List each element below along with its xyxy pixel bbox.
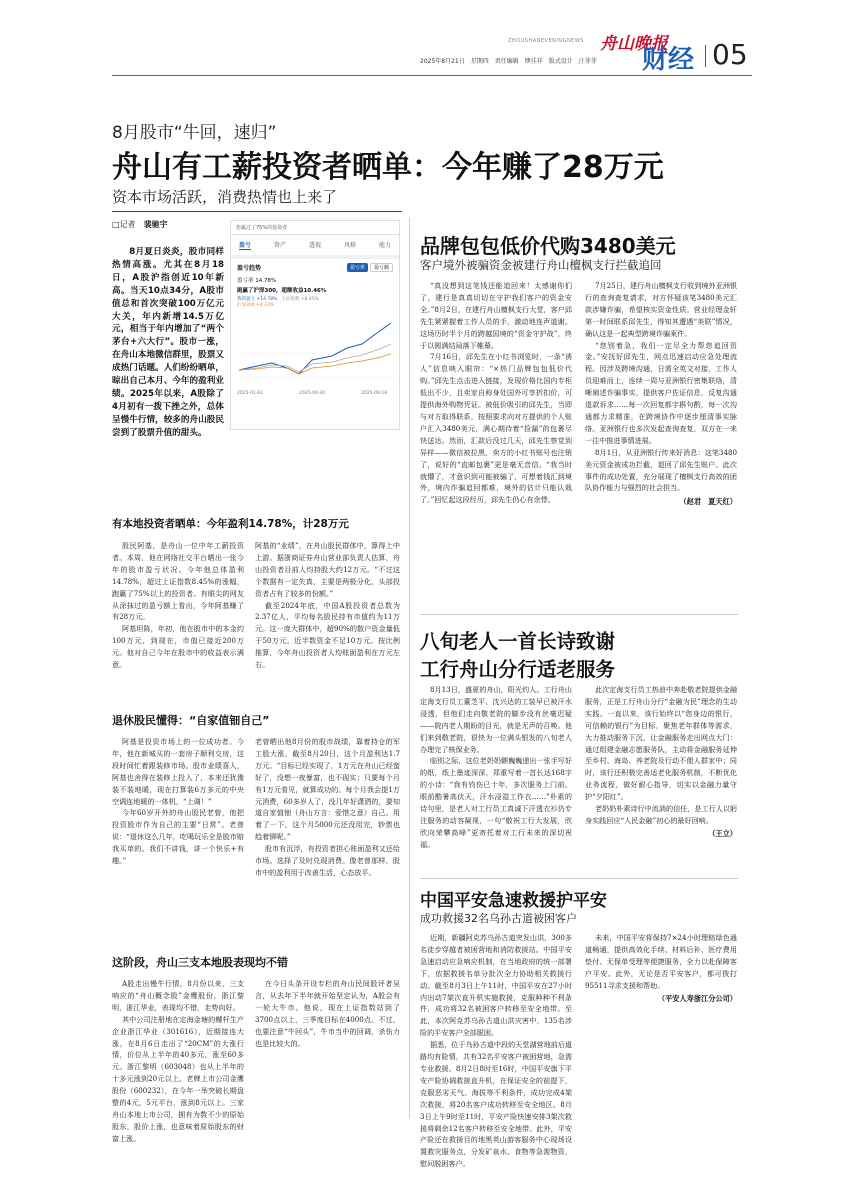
- story2-credit: （赵君 夏天红）: [679, 497, 737, 507]
- story3-paragraph: 临别之际，这位老奶奶颤巍巍递出一张手写好的纸，纸上墨迹深深，郑重写着一首长达168字的小诗：“我有钧伤已十年，多次服务上门前。眼前酷暑高伏天，汗水浸湿工作衣……”朴素的诗句里，是老人对工行员工真诚下汗透衣衫仍专注服务的动容凝视，一句“敬祝工行大发展，欣欣向荣攀高峰”更寄托着对工行未来的深切祝福。: [420, 756, 572, 849]
- profit-rate-line: 盈亏率 14.78%: [237, 278, 277, 284]
- story2-paragraph: 7月16日，邱先生在小红书浏览时，一条“诱人”信息映入眼帘：“×热门品牌包包低价代购。”邱先生点击进入链接，发现价格比国内专柜低出不少，且卖家自称身处国外可享折扣价，可提供海外购物凭证。被低价吸引的邱先生，当即与对方取得联系，按照要求向对方提供的个人账户汇入3480美元，满心期待着“捡漏”的包裹尽快送达。然而，汇款后没过几天，邱先生察觉到异样——微信被拉黑，卖方的小红书账号也注销了，说好的“直邮包裹”更是毫无音信。“我当时就懵了，才意识到可能被骗了，可想着钱汇到境外，境内诈骗追回都难，境外的估计只能认栽了。”回忆起这段经历，邱先生仍心有余悸。: [420, 352, 572, 505]
- sec2-paragraph: 今年60岁开外的舟山股民老曾，他把投资股市作为自己的主要“日常”。老曾说：“退休这么几年，吃喝玩乐全是股市赔我买单的。我们不讲钱，讲一个快乐+有趣。”: [112, 808, 244, 866]
- sec2-col2: [255, 736, 400, 879]
- masthead-rule: [112, 75, 752, 76]
- lead-intro: 8月夏日炎炎，股市同样热情高涨。尤其在8月18日，A股沪指创近10年新高。当天10点34分，A股市值总和首次突破100万亿元大关，年内新增14.5万亿元，相当于年内增加了“两个茅台+六大行”。股市一涨，在舟山本地微信群里，股票又成热门话题。人们纷纷晒单，晾出自己本月、今年的盈利业绩。2025年以来，A股除了4月初有一拨下挫之外，总体呈慢牛行情，较多的舟山股民尝到了股票升值的甜头。: [112, 247, 224, 438]
- sec2-paragraph: 股市有沉浮，有投资者担心账面盈利又还给市场。选择了及时兑现消费。像老曾那样，股市中的盈利用于改善生活，心态放平。: [255, 844, 400, 877]
- sec2-col1: [112, 736, 244, 867]
- profit-rate-button: 盈亏率: [347, 263, 368, 272]
- story2-col1: [420, 280, 572, 506]
- legend-sh: 上证指数 +8.45%: [281, 297, 319, 302]
- story4-col2: [585, 932, 737, 1004]
- sec1-col2: [255, 540, 400, 671]
- sec3-paragraph: 在今日头条开设专栏的舟山民间股评者吴言，从去年下半年就开始坚定认为，A股会有一轮大牛市。他说，现在上证指数站到了3700点以上，三季度目标在4000点。不过，也要注意“牛回头”，牛市当中的回调，杀伤力也是比较大的。: [255, 979, 400, 1048]
- brand-logo: 舟山晚报: [600, 34, 668, 54]
- story4-paragraph: 近期，新疆阿克苏乌孙古道突发山洪，300多名徒步穿越者被困营地和消防救援站。中国平安急速启动应急响应机制，在当地政府的统一部署下，依据救援名单分批次全力协助相关救援行动。截至8月3日上午11时，中国平安在27小时内出动7架次直升机实施救援，克服种种不利条件，成功将32名被困客户转移至安全地带。至此，本次阿克苏乌孙古道山洪灾害中，135名涉险的平安客户全部脱困。: [420, 933, 572, 1038]
- story4-credit: （平安人寿浙江分公司）: [657, 993, 737, 1003]
- sec3-col1: [112, 978, 244, 1145]
- story4-title: 中国平安急速救援护平安: [420, 891, 607, 911]
- story2-title: 品牌包包低价代购3480美元: [420, 234, 676, 258]
- sec1-paragraph: 阿基坦陈，年初，他在股市中的本金约100万元，到现在，市值已接近200万元。他对自己今年在股市中的收益表示满意。: [112, 624, 244, 670]
- sec1-paragraph: 阿基的“业绩”，在舟山股民群体中，算得上中上游。据浙商证券舟山营业部负责人估算，舟山投资者目前人均持股大约12万元。“不过这个数据有一定失真，主要是两极分化，头部投资者占有了较多的份额。”: [255, 541, 400, 598]
- page-number: 05: [712, 38, 748, 71]
- date-line: 2025年8月21日 星期四 责任编辑 缪佳祥 版式设计 汪菲菲: [420, 58, 597, 65]
- story-divider: [420, 614, 738, 615]
- profit-trend-chart: [237, 308, 393, 398]
- brand-en: ZHOUSHANEVENINGNEWS: [508, 38, 584, 44]
- story3-title-2: 工行舟山分行适老服务: [420, 658, 616, 681]
- sec3-heading: 这阶段，舟山三支本地股表现均不错: [112, 956, 288, 969]
- story-divider: [420, 878, 738, 879]
- story2-col2: [585, 280, 737, 507]
- story4-paragraph: 未来，中国平安将保持7×24小时理赔绿色通道畅通，提供高效化手续、材料后补、医疗费用垫付、无保单受理等便捷服务，全力以赴保障客户平安。此外，无论是否平安客户，都可拨打95511寻求支援和帮助。: [585, 933, 737, 990]
- story3-paragraph: 老奶奶朴素诗行中流淌的信任，是工行人以躬身实践回应“人民金融”初心的最好回响。: [585, 804, 737, 825]
- sec1-paragraph: 截至2024年底，中国A股投资者总数为2.37亿人，平均每名股民持有市值约为11万元。这一庞大群体中，超90%的散户资金量低于50万元。近半数资金不足10万元。按比例推算，今年舟山投资者人均账面盈利在万元左右。: [255, 600, 400, 670]
- screenshot-tabs: [231, 235, 399, 255]
- byline: □记者 裴驰宇: [112, 220, 168, 229]
- story3-title-1: 八旬老人一首长诗致谢: [420, 630, 616, 653]
- tab-style: 风格: [343, 242, 356, 249]
- screenshot-top-text: 您赢过了75%的投资者: [231, 221, 399, 235]
- lead-subtitle: 资本市场活跃，消费热情也上来了: [112, 188, 338, 206]
- tab-assets: 资产: [273, 242, 286, 249]
- story3-col1: [420, 684, 572, 851]
- x-end: 2025-08-18: [361, 391, 388, 396]
- story3-credit: （王立）: [708, 828, 737, 838]
- my-profit-line: [239, 323, 391, 374]
- lead-title: 舟山有工薪投资者晒单：今年赚了28万元: [112, 150, 664, 185]
- profit-amount-button: 盈亏额: [370, 263, 393, 272]
- sec1-col1: [112, 540, 244, 671]
- sec1-paragraph: 股民阿基，是舟山一位中年工薪投资者。本周，他在网络社交平台晒出一张今年的股市盈亏状况。今年他总体盈利14.78%，超过上证指数8.45%的涨幅，跑赢了75%以上的投资者。有眼尖的网友从涂抹过的盈亏额上看出，今年阿基赚了有28万元。: [112, 541, 244, 622]
- sec3-paragraph: 其中公司注册地在定海金塘的螺杆生产企业浙江华业（301616），近期接连大涨，在8月6日走出了“20CM”的大涨行情，价位从上半年的40多元，涨至60多元。浙江黎明（603048）也从上半年的十多元涨到20元以上。老牌上市公司金鹰股份（600232），在今年一举突破长期盘整的4元，5元平台，涨到8元以上。三家舟山本地上市公司，拥有为数不少的原始股东，股价上涨，也意味着原始股东的财富上涨。: [112, 1014, 244, 1143]
- sec2-paragraph: 阿基是投资市场上的一位成功者。今年，他在新城买的一套房子顺利交房，这段时间忙着跟装修市场。股市业绩喜人，阿基也舍得在装修上投入了，本来还犹豫装不装地暖，现在打算装6万多元的中央空调连地暖的一体机，“上调！”: [112, 737, 244, 806]
- trend-label: 盈亏趋势: [237, 265, 262, 272]
- column-divider: [409, 218, 410, 1118]
- tab-view: 透视: [308, 242, 321, 249]
- masthead-divider: [705, 45, 706, 67]
- legend-hs300: 沪深300 +4.33%: [237, 303, 275, 308]
- story3-paragraph: 8月13日，盛夏的舟山，阳光灼人。工行舟山定海支行员工董芝平、沈兴达的工装早已被汗水浸透，但他们走向敬老院的脚步没有丝毫迟疑——院内老人期盼的目光，就是无声的召唤。他们来到敬老院，很快为一位满头银发的八旬老人办理完了核保业务。: [420, 685, 572, 754]
- trend-header: [237, 263, 393, 272]
- sec2-heading: 退休股民懂得：“自家值钿自己”: [112, 714, 270, 727]
- lead-rule: [112, 211, 402, 212]
- sec3-col2: [255, 978, 400, 1049]
- story2-paragraph: “您别着急，我们一定尽全力帮您追回资金。”安抚好邱先生，网点迅速启动应急处理流程。因涉及跨境沟通，日需全英文对接，工作人员迎难而上，连续一周与亚洲银行密集联络，清晰阐述诈骗事实，提供客户佐证信息，反复沟通退款诉求……每一次回复都字斟句酌，每一次沟通都力求精准，在跨境协作中逐步厘清事实脉络。亚洲银行也多次发起查询查复，双方在一来一往中推进事情进展。: [585, 340, 737, 445]
- story3-col2: [585, 684, 737, 839]
- sec3-paragraph: A股走出慢牛行情，8月份以来，三支响应的“舟山概念股”金鹰股份，浙江黎明，浙江华业，表现均不错，走势向好。: [112, 979, 244, 1012]
- x-start: 2025-01-02: [237, 391, 264, 396]
- story2-subtitle: 客户境外被骗资金被建行舟山檀枫支行拦截追回: [420, 258, 662, 272]
- vs-index-label: 跑赢了沪深300，超额收益10.46%: [237, 288, 327, 294]
- tab-profit: 盈亏: [239, 242, 252, 249]
- section-name: 财经: [642, 45, 695, 75]
- lead-kicker: 8月股市“牛回，速归”: [112, 123, 277, 143]
- story2-paragraph: “真没想到这笔钱还能追回来！太感谢你们了，建行是真真切切在守护我们客户的资金安全。”8月2日，在建行舟山檀枫支行大堂，客户邱先生紧紧握着工作人员的手，激动地连声道谢。这场历时半个月的跨越国境的“资金守护战”，终于以圆满结局落下帷幕。: [420, 281, 572, 350]
- story4-subtitle: 成功救援32名乌孙古道被困客户: [420, 912, 577, 925]
- story3-paragraph: 此次定海支行员工热浪中奔赴敬老院提供金融服务，正是工行舟山分行“金融为民”理念的生动实践。一直以来，该行始终以“您身边的银行，可信赖的银行”为目标，聚焦老年群体等需求，大力推动服务下沉，让金融服务走出网点大门：通过组建金融志愿服务队，主动将金融服务延伸至乡村、海岛、养老院及行动不便人群家中；同时，该行还积极完善适老化服务机制，不断优化业务流程，做好耐心指导，切实以金融力量守护“夕阳红”。: [585, 685, 737, 802]
- tab-ability: 能力: [378, 242, 391, 249]
- sec2-paragraph: 老曾晒出他8月份的股市战绩，靠着持仓的军工股大涨，截至8月20日，这个月盈利达1.7万元。“目标已经实现了，1万元在舟山已经蛮好了，没想一夜暴富，也不现实；只要每个月有1万元看见，就算成功的。每个月我会提1万元消费，60多岁人了，没几年好潇洒的，要知道自家值钿（舟山方言：爱惜之意）自己。用着了一下，这个月5000元还没用完，钞票也趋着铆呢。”: [255, 737, 400, 842]
- x-mid: 2025-04-30: [299, 391, 326, 396]
- legend-mine: 我的盈亏 +14.78%: [237, 297, 278, 302]
- story2-paragraph: 8月1日，从亚洲银行传来好消息：这笔3480美元资金被成功拦截，退回了邱先生账户。此次事件的成功处置，充分展现了檀枫支行高效的团队协作能力与强烈的社会担当。: [585, 447, 737, 493]
- story4-paragraph: 据悉，位于乌孙古道中段的天堂湖营地前后道路均有险情，共有32名平安客户被困营地，急需专业救援。8月2日8时至16时，中国平安旗下平安产险协调救援直升机，在保证安全的前提下，克服恶劣天气、海拔等不利条件，成功完成4架次救援，将20名客户成功转移至安全地区。8月3日上午9时至11时，平安产险快速安排3架次救援将剩余12名客户转移至安全地带。此外，平安产险还在救援目的地黑英山游客服务中心现场设置救灾服务点，分发矿泉水、食物等急需物资，慰问脱困客户。: [420, 1040, 572, 1169]
- portfolio-screenshot: [230, 220, 400, 430]
- story4-col1: [420, 932, 572, 1170]
- story2-paragraph: 7月25日，建行舟山檀枫支行收到境外亚洲银行的查询查复请求，对方怀疑该笔3480美元汇款涉嫌诈骗，希望核实资金性质。营业经理金轩第一时间联系邱先生，得知其遭遇“美联”情况，确认这是一起典型跨境诈骗案件。: [585, 281, 737, 338]
- sec1-heading: 有本地投资者晒单：今年盈利14.78%，计28万元: [112, 518, 349, 530]
